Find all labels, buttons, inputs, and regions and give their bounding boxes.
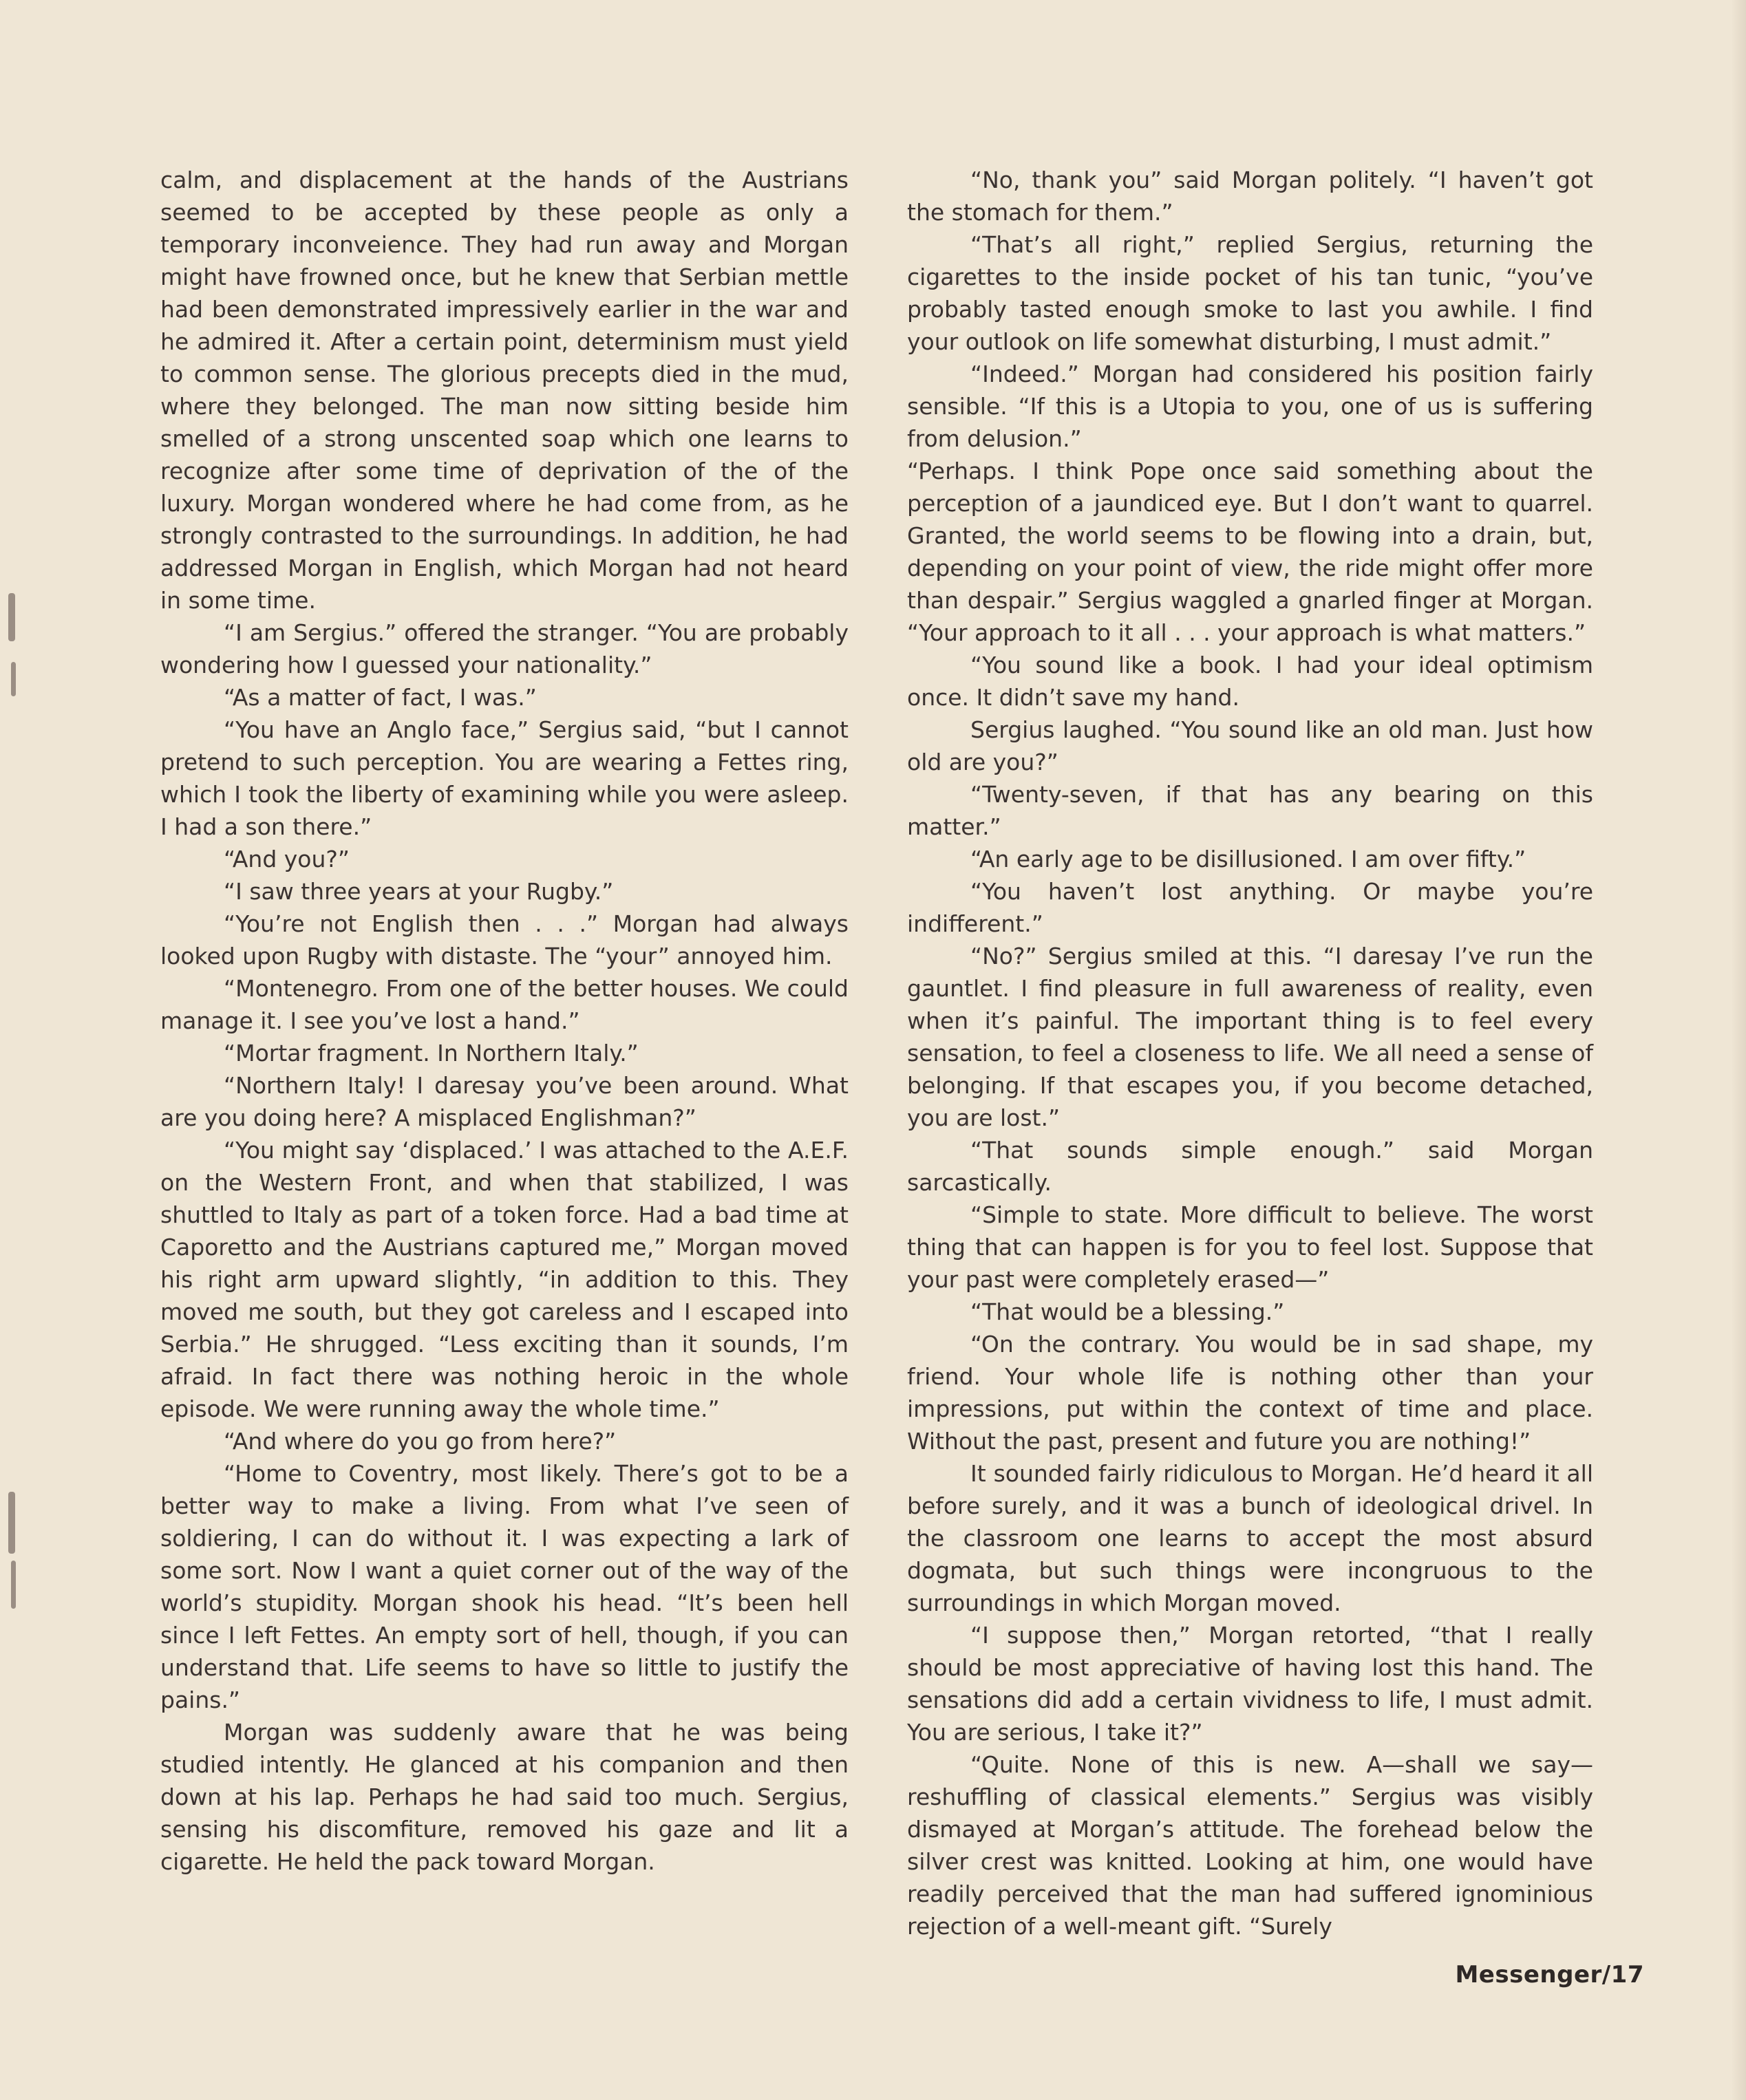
paragraph: “Perhaps. I think Pope once said something about the perception of a jaundiced eye. But I don’t want to quarrel. Granted, the world seems to be flowing into a drain, but, depending on your point of view, the ride might offer more than despair.” Sergius waggled a gnarled finger at Morgan. “Your approach to it all . . . your approach is what matters.” (907, 458, 1593, 646)
paragraph: “Indeed.” Morgan had considered his position fairly sensible. “If this is a Utopia to you, one of us is suffering from delusion.” (907, 361, 1593, 452)
paragraph: “And where do you go from here?” (224, 1428, 617, 1455)
binding-mark-lower (8, 1492, 15, 1554)
paragraph: “You sound like a book. I had your ideal optimism once. It didn’t save my hand. (907, 652, 1593, 711)
paragraph: “You have an Anglo face,” Sergius said, “but I cannot pretend to such perception. You are wearing a Fettes ring, which I took the liberty of examining while you were asleep. I had a son there.” (160, 716, 849, 840)
page-edge-shadow (1731, 0, 1746, 2100)
paragraph: “I am Sergius.” offered the stranger. “You are probably wondering how I guessed your nationality.” (160, 619, 849, 678)
paragraph: “I suppose then,” Morgan retorted, “that I really should be most appreciative of having lost this hand. The sensations did add a certain vividness to life, I must admit. You are serious, I take it?” (907, 1622, 1593, 1746)
paragraph: “You’re not English then . . .” Morgan had always looked upon Rugby with distaste. The “your” annoyed him. (160, 910, 849, 969)
paragraph: “Northern Italy! I daresay you’ve been around. What are you doing here? A misplaced Englishman?” (160, 1072, 849, 1131)
paragraph: “Twenty-seven, if that has any bearing on this matter.” (907, 781, 1593, 840)
paragraph: It sounded fairly ridiculous to Morgan. He’d heard it all before surely, and it was a bunch of ideological drivel. In the classroom one learns to accept the most absurd dogmata, but such things were incongruous to the surroundings in which Morgan moved. (907, 1460, 1593, 1616)
paragraph: “That’s all right,” replied Sergius, returning the cigarettes to the inside pocket of his tan tunic, “you’ve probably tasted enough smoke to last you awhile. I find your outlook on life somewhat disturbing, I must admit.” (907, 231, 1593, 355)
paragraph: “Montenegro. From one of the better houses. We could manage it. I see you’ve lost a hand.” (160, 975, 849, 1034)
paragraph: “I saw three years at your Rugby.” (224, 878, 614, 905)
paragraph: “That would be a blessing.” (970, 1298, 1285, 1325)
paragraph: Sergius laughed. “You sound like an old man. Just how old are you?” (907, 716, 1593, 775)
paragraph: “As a matter of fact, I was.” (224, 684, 537, 711)
binding-mark-upper-small (11, 662, 16, 696)
paragraph: “And you?” (224, 846, 350, 872)
paragraph: “Simple to state. More difficult to believe. The worst thing that can happen is for you to feel lost. Suppose that your past were completely erased—” (907, 1201, 1593, 1293)
paragraph: “No?” Sergius smiled at this. “I daresay I’ve run the gauntlet. I find pleasure in full awareness of reality, even when it’s painful. The important thing is to feel every sensation, to feel a closeness to life. We all need a sense of belonging. If that escapes you, if you become detached, you are lost.” (907, 943, 1593, 1131)
paragraph: “Quite. None of this is new. A—shall we say—reshuffling of classical elements.” Sergius was visibly dismayed at Morgan’s attitude. The forehead below the silver crest was knitted. Looking at him, one would have readily perceived that the man had suffered ignominious rejection of a well-meant gift. “Surely (907, 1751, 1593, 1940)
binding-mark-upper (8, 593, 15, 641)
paragraph: “Mortar fragment. In Northern Italy.” (224, 1040, 639, 1067)
paragraph: “You might say ‘displaced.’ I was attached to the A.E.F. on the Western Front, and when that stabilized, I was shuttled to Italy as part of a token force. Had a bad time at Caporetto and the Austrians captured me,” Morgan moved his right arm upward slightly, “in addition to this. They moved me south, but they got careless and I escaped into Serbia.” He shrugged. “Less exciting than it sounds, I’m afraid. In fact there was nothing heroic in the whole episode. We were running away the whole time.” (160, 1137, 849, 1422)
paragraph: Morgan was suddenly aware that he was being studied intently. He glanced at his companion and then down at his lap. Perhaps he had said too much. Sergius, sensing his discomfiture, removed his gaze and lit a cigarette. He held the pack toward Morgan. (160, 1719, 849, 1875)
paragraph: calm, and displacement at the hands of the Austrians seemed to be accepted by these people as only a temporary inconveience. They had run away and Morgan might have frowned once, but he knew that Serbian mettle had been demonstrated impressively earlier in the war and he admired it. After a certain point, determinism must yield to common sense. The glorious precepts died in the mud, where they belonged. The man now sitting beside him smelled of a strong unscented soap which one learns to recognize after some time of deprivation of the of the luxury. Morgan wondered where he had come from, as he strongly contrasted to the surroundings. In addition, he had addressed Morgan in English, which Morgan had not heard in some time. (160, 167, 849, 614)
paragraph: “On the contrary. You would be in sad shape, my friend. Your whole life is nothing other than your impressions, put within the context of time and place. Without the past, present and future you are nothing!” (907, 1331, 1593, 1455)
page-folio: Messenger/17 (1455, 1961, 1644, 1989)
paragraph: “No, thank you” said Morgan politely. “I haven’t got the stomach for them.” (907, 167, 1593, 226)
binding-mark-lower-small (11, 1561, 16, 1609)
right-text-column (907, 164, 1593, 1942)
paragraph: “Home to Coventry, most likely. There’s got to be a better way to make a living. From what I’ve seen of soldiering, I can do without it. I was expecting a lark of some sort. Now I want a quiet corner out of the way of the world’s stupidity. Morgan shook his head. “It’s been hell since I left Fettes. An empty sort of hell, though, if you can understand that. Life seems to have so little to justify the pains.” (160, 1460, 849, 1713)
paragraph: “An early age to be disillusioned. I am over fifty.” (970, 846, 1526, 872)
paragraph: “That sounds simple enough.” said Morgan sarcastically. (907, 1137, 1593, 1196)
left-text-column (160, 164, 849, 1878)
paragraph: “You haven’t lost anything. Or maybe you’re indifferent.” (907, 878, 1593, 937)
